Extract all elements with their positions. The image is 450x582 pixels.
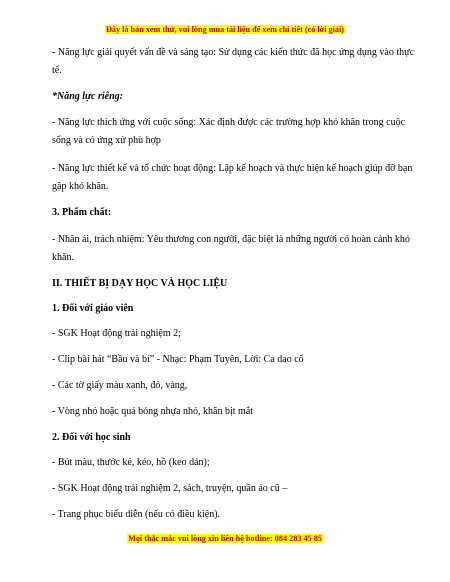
teacher-item: - Vòng nhỏ hoặc quả bóng nhựa nhỏ, khăn bịt mắt bbox=[52, 406, 254, 417]
specific-competence-heading: *Năng lực riêng: bbox=[52, 91, 123, 102]
preview-notice-banner bbox=[0, 25, 450, 34]
hotline-banner bbox=[0, 534, 450, 543]
problem-solving-paragraph: - Năng lực giải quyết vấn đề và sáng tạo: Sử dụng các kiến thức đã học ứng dụng vào thực tế. bbox=[52, 47, 415, 76]
student-item: - Bút màu, thước kẻ, kéo, hồ (keo dán); bbox=[52, 457, 210, 468]
teacher-item: - Clip bài hát “Bầu và bí” - Nhạc: Phạm Tuyên, Lời: Ca dao cổ bbox=[52, 354, 304, 365]
preview-notice-text: Đây là bản xem thử, vui lòng mua tài liệu để xem chi tiết (có lời giải) bbox=[105, 25, 344, 34]
document-body bbox=[52, 44, 414, 534]
section-2-heading: II. THIẾT BỊ DẠY HỌC VÀ HỌC LIỆU bbox=[52, 278, 228, 289]
design-organize-paragraph: - Năng lực thiết kế và tổ chức hoạt động: Lập kế hoạch và thực hiện kế hoạch giúp đỡ bạn gặp khó khăn. bbox=[52, 163, 413, 192]
qualities-heading: 3. Phẩm chất: bbox=[52, 207, 112, 218]
teacher-item: - SGK Hoạt động trải nghiệm 2; bbox=[52, 328, 181, 339]
student-heading: 2. Đối với học sinh bbox=[52, 432, 131, 443]
qualities-paragraph: - Nhân ái, trách nhiệm: Yêu thương con người, đặc biệt là những người có hoàn cảnh khó khăn. bbox=[52, 234, 410, 263]
teacher-heading: 1. Đối với giáo viên bbox=[52, 303, 134, 314]
hotline-text: Mọi thắc mắc vui lòng xin liên hệ hotline: 084 283 45 85 bbox=[128, 534, 322, 543]
teacher-item: - Các tờ giấy màu xanh, đỏ, vàng, bbox=[52, 380, 188, 391]
adapt-life-paragraph: - Năng lực thích ứng với cuộc sống: Xác định được các trường hợp khó khăn trong cuộc sống và có ứng xử phù hợp bbox=[52, 117, 406, 146]
student-item: - SGK Hoạt động trải nghiệm 2, sách, truyện, quần áo cũ – bbox=[52, 483, 288, 494]
student-item: - Trang phục biểu diễn (nếu có điều kiện). bbox=[52, 509, 221, 520]
